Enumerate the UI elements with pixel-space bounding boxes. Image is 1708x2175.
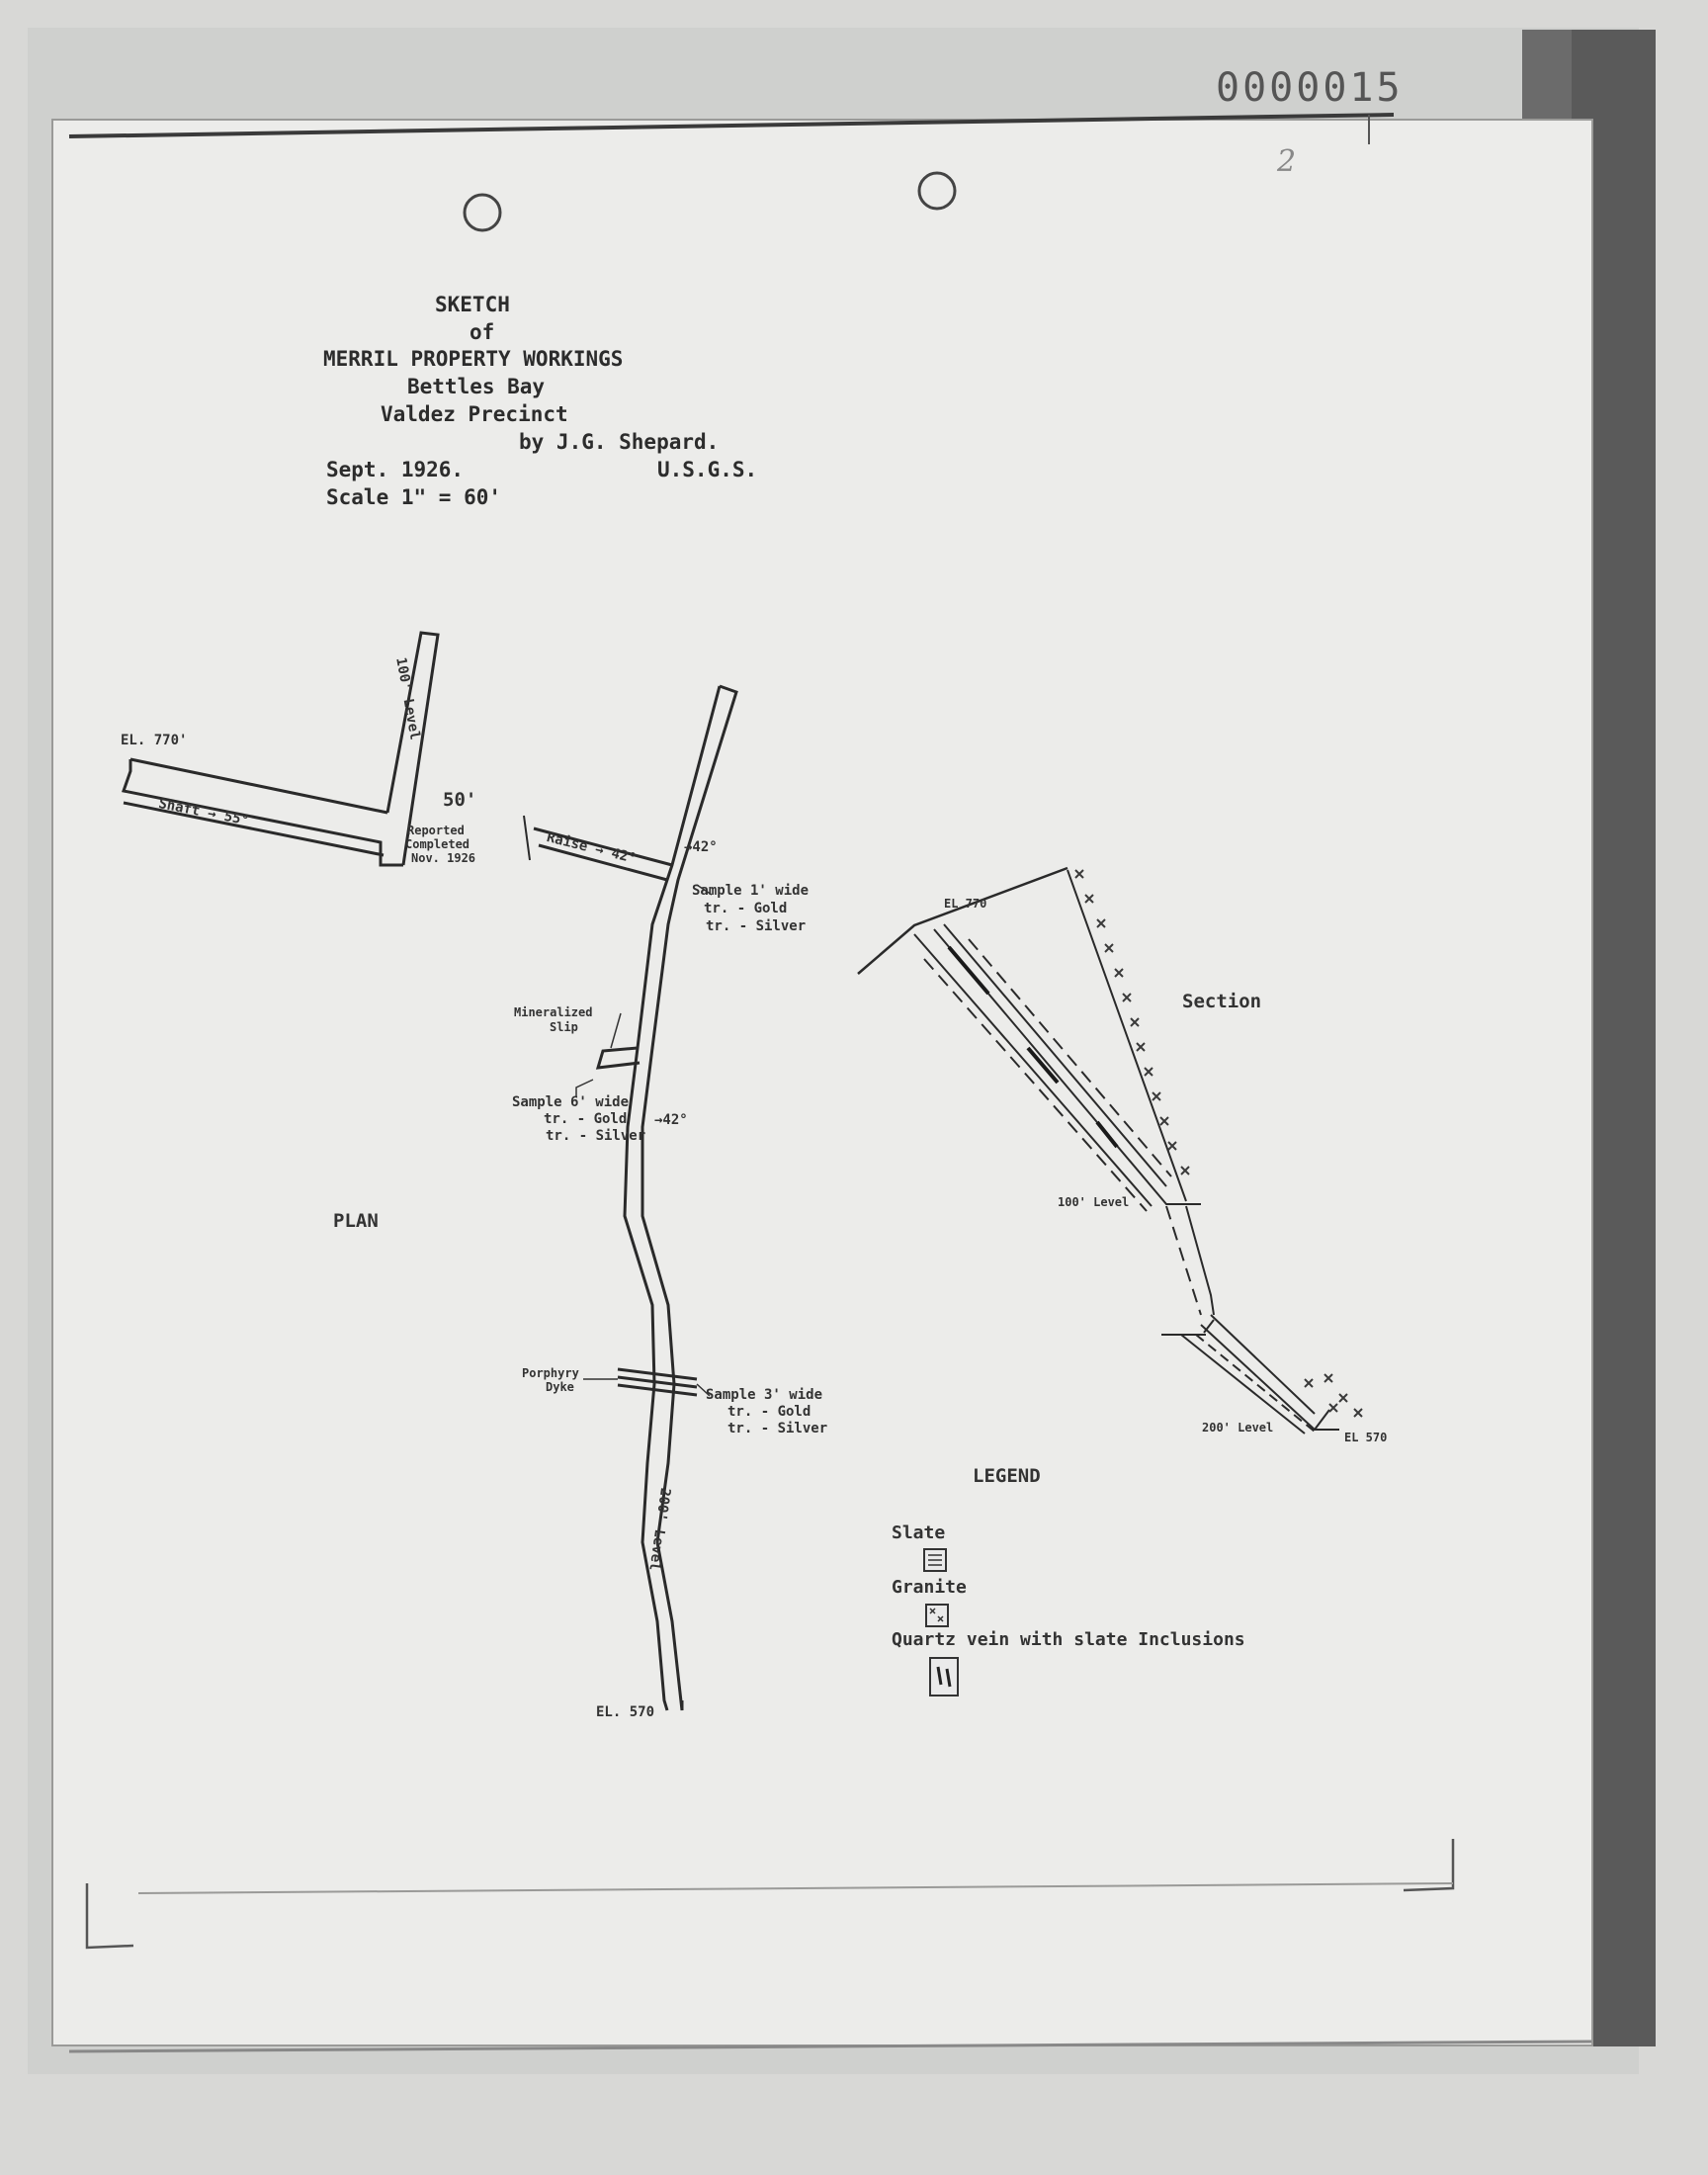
plan-elev-top: EL. 770' [121, 733, 188, 748]
legend-slate-swatch [923, 1548, 947, 1572]
plan-upper-level-label: 100' Level [392, 655, 423, 741]
title-agency: U.S.G.S. [657, 458, 758, 481]
plan-sample3-line1: Sample 3' wide [706, 1387, 823, 1403]
plan-porphyry-2: Dyke [546, 1380, 574, 1394]
title-property: MERRIL PROPERTY WORKINGS [323, 347, 624, 371]
plan-porphyry-1: Porphyry [522, 1366, 579, 1380]
legend-quartz-swatch [929, 1657, 959, 1696]
section-lower-level: 200' Level [1202, 1421, 1274, 1435]
title-sketch: SKETCH [435, 293, 510, 316]
plan-label: PLAN [333, 1210, 379, 1232]
punch-hole-right [919, 173, 955, 209]
plan-elev-bottom: EL. 570 [596, 1704, 655, 1720]
page-mark: 2 [1277, 144, 1297, 179]
plan-dip-2: →42° [654, 1112, 688, 1128]
section-surface [858, 868, 1068, 974]
title-date: Sept. 1926. [326, 458, 465, 481]
section-elev-bottom: EL 570 [1344, 1431, 1388, 1444]
plan-sample2-line1: Sample 6' wide [512, 1094, 630, 1110]
plan-dip-1: →42° [684, 839, 718, 855]
title-location: Bettles Bay [407, 375, 546, 398]
plan-distance: 50' [443, 789, 477, 811]
plan-lower-level-label: 200' Level [645, 1486, 673, 1572]
legend-granite-label: Granite [892, 1577, 967, 1598]
section-granite-marks [1075, 870, 1362, 1417]
title-precinct: Valdez Precinct [381, 402, 568, 426]
punch-hole-left [465, 195, 500, 230]
plan-dyke [618, 1369, 697, 1395]
title-author: by J.G. Shepard. [519, 430, 720, 454]
legend-granite-swatch [925, 1604, 949, 1627]
plan-sample1-line2: tr. - Gold [704, 901, 788, 916]
document-number: 0000015 [1216, 65, 1404, 111]
legend-slate-label: Slate [892, 1522, 946, 1543]
plan-slip-crosscut [598, 1048, 640, 1068]
plan-sample2-line2: tr. - Gold [544, 1111, 628, 1127]
plan-mineralized-1: Mineralized [514, 1005, 593, 1019]
plan-sample1-line3: tr. - Silver [706, 918, 807, 934]
title-of: of [470, 320, 495, 344]
plan-mineralized-2: Slip [550, 1020, 578, 1034]
plan-reported-3: Nov. 1926 [411, 851, 476, 865]
plan-main-drift [625, 686, 736, 1710]
section-vein [914, 870, 1339, 1434]
legend-quartz-label: Quartz vein with slate Inclusions [892, 1629, 1245, 1650]
plan-reported-1: Reported [407, 824, 465, 837]
section-upper-level: 100' Level [1058, 1195, 1130, 1209]
top-rule [69, 115, 1394, 136]
section-elev-top: EL 770 [944, 897, 987, 911]
legend-title: LEGEND [973, 1465, 1041, 1487]
plan-sample1-line1: Sample 1' wide [692, 883, 810, 899]
section-label: Section [1182, 991, 1262, 1012]
plan-sample2-line3: tr. - Silver [546, 1128, 646, 1144]
plan-reported-2: Completed [405, 837, 470, 851]
title-scale: Scale 1" = 60' [326, 485, 502, 509]
plan-sample3-line3: tr. - Silver [727, 1421, 828, 1436]
plan-shaft-label: Shaft → 55° [157, 796, 251, 829]
plan-raise-label: Raise → 42° [545, 829, 639, 867]
plan-sample3-line2: tr. - Gold [727, 1404, 811, 1420]
